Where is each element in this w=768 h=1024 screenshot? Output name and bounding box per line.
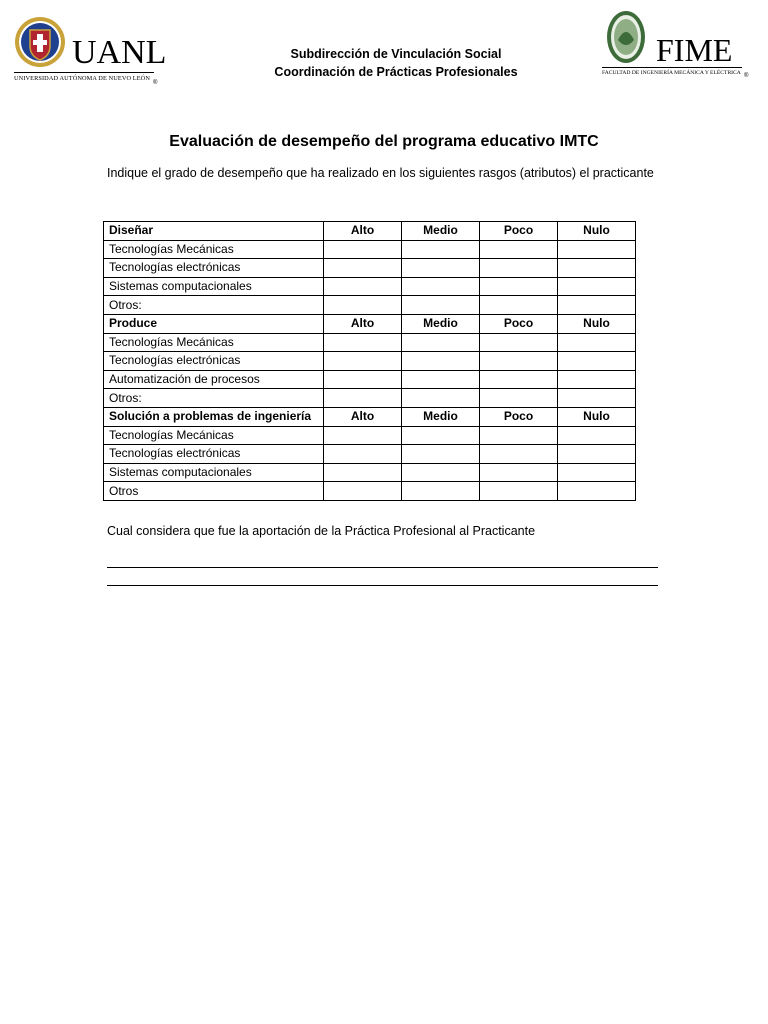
question-text: Cual considera que fue la aportación de la Práctica Profesional al Practicante: [107, 524, 536, 538]
rating-cell[interactable]: [324, 482, 402, 501]
rating-column-header: Nulo: [558, 314, 636, 333]
rating-column-header: Poco: [480, 407, 558, 426]
rating-cell[interactable]: [480, 445, 558, 464]
rating-cell[interactable]: [402, 296, 480, 315]
section-heading: Solución a problemas de ingeniería: [104, 407, 324, 426]
rating-cell[interactable]: [324, 370, 402, 389]
rating-cell[interactable]: [558, 296, 636, 315]
rating-cell[interactable]: [402, 352, 480, 371]
attribute-label: Tecnologías electrónicas: [104, 259, 324, 278]
rating-cell[interactable]: [558, 240, 636, 259]
table-row: [104, 259, 636, 278]
table-row: [104, 389, 636, 408]
rating-cell[interactable]: [324, 389, 402, 408]
rating-column-header: Medio: [402, 222, 480, 241]
rating-cell[interactable]: [324, 296, 402, 315]
attribute-label: Tecnologías Mecánicas: [104, 240, 324, 259]
rating-cell[interactable]: [558, 426, 636, 445]
uanl-seal-icon: [14, 16, 66, 68]
rating-cell[interactable]: [324, 445, 402, 464]
logo-divider: [602, 67, 742, 68]
rating-cell[interactable]: [480, 389, 558, 408]
table-row: [104, 445, 636, 464]
page-title: Evaluación de desempeño del programa educativo IMTC: [169, 133, 599, 150]
rating-cell[interactable]: [324, 277, 402, 296]
answer-line[interactable]: [107, 585, 658, 586]
rating-column-header: Medio: [402, 407, 480, 426]
fime-logo: [600, 10, 750, 82]
rating-column-header: Poco: [480, 314, 558, 333]
instruction-text: Indique el grado de desempeño que ha realizado en los siguientes rasgos (atributos) el practicante: [107, 166, 654, 180]
table-row: [104, 426, 636, 445]
rating-cell[interactable]: [480, 482, 558, 501]
attribute-label: Tecnologías Mecánicas: [104, 333, 324, 352]
rating-cell[interactable]: [558, 259, 636, 278]
rating-cell[interactable]: [480, 333, 558, 352]
attribute-label: Tecnologías electrónicas: [104, 352, 324, 371]
rating-cell[interactable]: [402, 370, 480, 389]
header-line-1: Subdirección de Vinculación Social: [290, 47, 502, 61]
rating-cell[interactable]: [402, 333, 480, 352]
table-row: [104, 370, 636, 389]
uanl-subtitle: UNIVERSIDAD AUTÓNOMA DE NUEVO LEÓN: [14, 75, 150, 82]
rating-column-header: Nulo: [558, 407, 636, 426]
rating-cell[interactable]: [558, 277, 636, 296]
rating-cell[interactable]: [402, 482, 480, 501]
rating-column-header: Alto: [324, 222, 402, 241]
uanl-logo: [14, 14, 167, 86]
attribute-label: Otros: [104, 482, 324, 501]
table-row: [104, 352, 636, 371]
rating-cell[interactable]: [480, 463, 558, 482]
header-line-2: Coordinación de Prácticas Profesionales: [274, 65, 518, 79]
rating-cell[interactable]: [480, 352, 558, 371]
fime-seal-icon: [606, 10, 646, 64]
rating-cell[interactable]: [480, 370, 558, 389]
rating-cell[interactable]: [558, 482, 636, 501]
table-row: [104, 277, 636, 296]
attribute-label: Sistemas computacionales: [104, 463, 324, 482]
rating-cell[interactable]: [324, 259, 402, 278]
uanl-wordmark: UANL: [72, 34, 167, 71]
table-row: [104, 482, 636, 501]
uanl-registered-mark: ®: [153, 80, 158, 86]
section-heading: Diseñar: [104, 222, 324, 241]
rating-cell[interactable]: [402, 389, 480, 408]
rating-cell[interactable]: [558, 333, 636, 352]
table-row: [104, 240, 636, 259]
rating-cell[interactable]: [324, 352, 402, 371]
rating-column-header: Nulo: [558, 222, 636, 241]
rating-cell[interactable]: [558, 463, 636, 482]
rating-cell[interactable]: [324, 333, 402, 352]
rating-cell[interactable]: [480, 240, 558, 259]
rating-column-header: Alto: [324, 314, 402, 333]
rating-cell[interactable]: [402, 463, 480, 482]
section-header-row: [104, 407, 636, 426]
rating-cell[interactable]: [324, 426, 402, 445]
rating-cell[interactable]: [324, 463, 402, 482]
section-heading: Produce: [104, 314, 324, 333]
table-row: [104, 463, 636, 482]
rating-cell[interactable]: [402, 240, 480, 259]
rating-column-header: Medio: [402, 314, 480, 333]
attribute-label: Tecnologías electrónicas: [104, 445, 324, 464]
table-row: [104, 296, 636, 315]
fime-wordmark: FIME: [656, 32, 733, 68]
attribute-label: Automatización de procesos: [104, 370, 324, 389]
rating-cell[interactable]: [402, 277, 480, 296]
rating-cell[interactable]: [480, 259, 558, 278]
header-department: [250, 45, 542, 81]
rating-cell[interactable]: [402, 259, 480, 278]
rating-column-header: Poco: [480, 222, 558, 241]
rating-cell[interactable]: [558, 352, 636, 371]
section-header-row: [104, 222, 636, 241]
fime-subtitle: FACULTAD DE INGENIERÍA MECÁNICA Y ELÉCTRICA: [602, 70, 741, 76]
answer-line[interactable]: [107, 567, 658, 568]
attribute-label: Otros:: [104, 389, 324, 408]
fime-registered-mark: ®: [744, 73, 749, 79]
rating-cell[interactable]: [324, 240, 402, 259]
rating-cell[interactable]: [402, 426, 480, 445]
rating-cell[interactable]: [402, 445, 480, 464]
evaluation-table: [103, 221, 636, 501]
table-row: [104, 333, 636, 352]
rating-cell[interactable]: [480, 426, 558, 445]
attribute-label: Tecnologías Mecánicas: [104, 426, 324, 445]
rating-cell[interactable]: [558, 445, 636, 464]
section-header-row: [104, 314, 636, 333]
rating-cell[interactable]: [480, 277, 558, 296]
attribute-label: Sistemas computacionales: [104, 277, 324, 296]
rating-column-header: Alto: [324, 407, 402, 426]
rating-cell[interactable]: [558, 370, 636, 389]
rating-cell[interactable]: [480, 296, 558, 315]
attribute-label: Otros:: [104, 296, 324, 315]
logo-divider: [14, 72, 154, 73]
rating-cell[interactable]: [558, 389, 636, 408]
